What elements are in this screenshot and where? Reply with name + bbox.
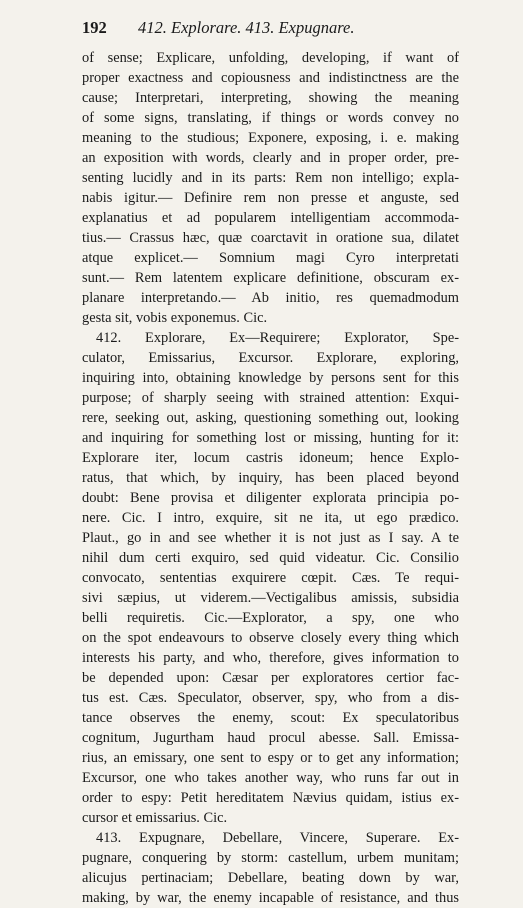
text-line: meaning to the studious; Exponere, exposing, i. e. making [82,130,459,146]
text-line: an exposition with words, clearly and in proper order, pre- [82,150,459,166]
text-line: tius.— Crassus hæc, quæ coarctavit in oratione sua, dilatet [82,230,459,246]
text-line: of some signs, translating, if things or words convey no [82,110,459,126]
text-line: Explorare iter, locum castris idoneum; hence Explo- [82,450,459,466]
text-line: rius, an emissary, one sent to espy or to get any information; [82,750,459,766]
text-line: senting lucidly and in its parts: Rem non intelligo; expla- [82,170,459,186]
text-line: tus est. Cæs. Speculator, observer, spy, who from a dis- [82,690,459,706]
text-line: purpose; of sharply seeing with strained attention: Exqui- [82,390,459,406]
text-line: planare interpretando.— Ab initio, res quemadmodum [82,290,459,306]
text-line: culator, Emissarius, Excursor. Explorare, exploring, [82,350,459,366]
text-line: inquiring into, obtaining knowledge by persons sent for this [82,370,459,386]
text-line: 412. Explorare, Ex—Requirere; Explorator, Spe- [96,330,459,346]
page-header [82,18,459,42]
text-line: atque explicet.— Somnium magi Cyro interpretati [82,250,459,266]
text-line: cursor et emissarius. Cic. [82,810,228,826]
text-line: order to espy: Petit hereditatem Nævius quidam, istius ex- [82,790,459,806]
text-line: Excursor, one who takes another way, who runs far out in [82,770,459,786]
text-line: rere, seeking out, asking, questioning something out, looking [82,410,459,426]
text-line: 413. Expugnare, Debellare, Vincere, Superare. Ex- [96,830,459,846]
text-line: making, by war, the enemy incapable of resistance, and thus [82,890,459,906]
text-line: interests his party, and who, therefore, gives information to [82,650,459,666]
text-line: explanatius et ad popularem intelligentiam accommoda- [82,210,459,226]
text-line: Plaut., go in and see whether it is not just as I say. A te [82,530,459,546]
text-line: sivi sæpius, ut viderem.—Vectigalibus amissis, subsidia [82,590,459,606]
text-line: pugnare, conquering by storm: castellum, urbem munitam; [82,850,459,866]
text-line: nihil dum certi exquiro, sed quid videatur. Cic. Consilio [82,550,459,566]
text-line: convocato, sententias exquirere cœpit. Cæs. Te requi- [82,570,459,586]
text-line: proper exactness and copiousness and indistinctness are the [82,70,459,86]
text-line: alicujus pertinaciam; Debellare, beating down by war, [82,870,459,886]
text-line: nere. Cic. I intro, exquire, sit ne ita, ut ego prædico. [82,510,459,526]
text-line: of sense; Explicare, unfolding, developing, if want of [82,50,459,66]
text-line: doubt: Bene provisa et diligenter explorata principia po- [82,490,459,506]
text-line: nabis igitur.— Definire rem non presse et anguste, sed [82,190,459,206]
text-line: sunt.— Rem latentem explicare definitione, obscuram ex- [82,270,459,286]
text-line: and inquiring for something lost or missing, hunting for it: [82,430,459,446]
page-number: 192 [82,18,107,37]
text-line: ratus, that which, by inquiry, has been placed beyond [82,470,459,486]
body-text [82,48,459,908]
running-title: 412. Explorare. 413. Expugnare. [138,18,355,37]
text-line: cause; Interpretari, interpreting, showing the meaning [82,90,459,106]
text-line: gesta sit, vobis exponemus. Cic. [82,310,268,326]
text-line: be depended upon: Cæsar per exploratores certior fac- [82,670,459,686]
text-line: belli requiretis. Cic.—Explorator, a spy, one who [82,610,459,626]
text-line: cognitum, Jugurtham haud procul abesse. Sall. Emissa- [82,730,459,746]
text-line: on the spot endeavours to observe closely every thing which [82,630,459,646]
text-line: tance observes the enemy, scout: Ex speculatoribus [82,710,459,726]
